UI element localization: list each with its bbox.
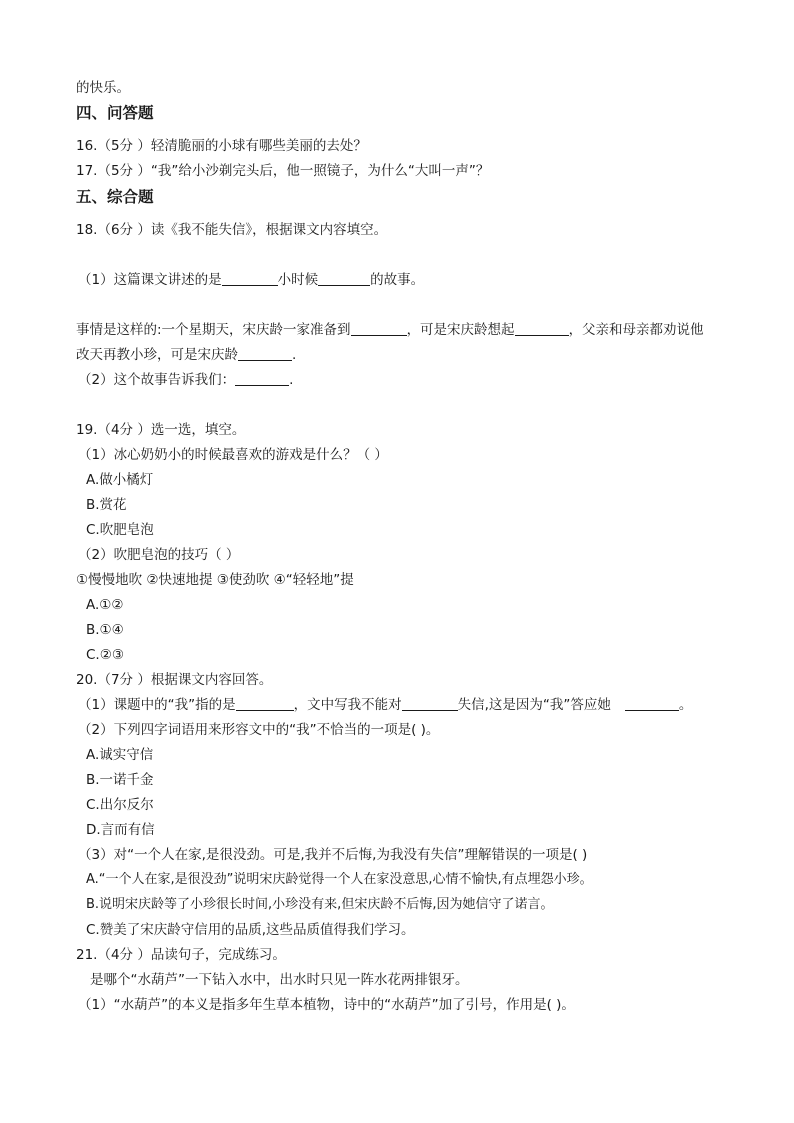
option-a[interactable]: A.做小橘灯 [86,472,154,488]
option-b[interactable]: B.说明宋庆龄等了小珍很长时间,小珍没有来,但宋庆龄不后悔,因为她信守了诺言。 [86,897,554,912]
option-d[interactable]: D.言而有信 [86,822,155,838]
text-segment: ，可是宋庆龄想起 [406,322,515,338]
text-segment: （2）这个故事告诉我们： [78,372,236,388]
question-20-part-2: （2）下列四字词语用来形容文中的“我”不恰当的一项是( )。 [78,722,440,738]
text-segment: ，父亲和母亲都劝说他 [568,322,704,338]
text-segment: 的故事。 [370,272,425,288]
question-20-part-3: （3）对“一个人在家,是很没劲。可是,我并不后悔,为我没有失信”理解错误的一项是( ) [78,847,588,863]
option-c[interactable]: C.②③ [86,647,124,663]
question-17: 17.（5分 ）“我”给小沙剃完头后，他一照镜子，为什么“大叫一声”？ [76,163,490,179]
question-19-part-2: （2）吹肥皂泡的技巧（ ） [78,547,240,563]
section-heading: 四、问答题 [76,104,154,122]
text-segment: 。 [678,697,693,713]
fill-blank[interactable] [351,321,407,336]
question-16: 16.（5分 ）轻清脆丽的小球有哪些美丽的去处？ [76,138,367,154]
question-21-part-1: （1）“水葫芦”的本义是指多年生草本植物，诗中的“水葫芦”加了引号，作用是( )。 [78,997,575,1013]
option-c[interactable]: C.吹肥皂泡 [86,522,154,538]
option-b[interactable]: B.赏花 [86,497,127,513]
quoted-sentence: 是哪个“水葫芦”一下钻入水中，出水时只见一阵水花两排银牙。 [90,972,469,988]
text-segment: 小时候 [277,272,319,288]
fill-blank[interactable] [318,271,370,286]
fill-blank[interactable] [235,371,289,386]
fill-blank[interactable] [402,696,458,711]
option-b[interactable]: B.一诺千金 [86,772,154,788]
question-18-paragraph [76,321,704,339]
option-a[interactable]: A.“一个人在家,是很没劲”说明宋庆龄觉得一个人在家没意思,心情不愉快,有点埋怨小珍。 [86,872,593,887]
text-line: 的快乐。 [76,80,130,96]
question-18-part-1 [78,271,424,289]
text-segment: ，文中写我不能对 [293,697,402,713]
option-c[interactable]: C.出尔反尔 [86,797,154,813]
option-a[interactable]: A.诚实守信 [86,747,154,763]
fill-blank[interactable] [222,271,278,286]
option-b[interactable]: B.①④ [86,622,124,638]
text-segment: . [292,347,297,363]
fill-blank[interactable] [236,696,294,711]
fill-blank[interactable] [238,346,292,361]
question-19: 19.（4分 ）选一选，填空。 [76,422,246,438]
text-segment: 失信,这是因为“我”答应她 [457,697,611,713]
text-segment: （1）这篇课文讲述的是 [78,272,222,288]
question-20: 20.（7分 ）根据课文内容回答。 [76,672,273,688]
fill-blank[interactable] [515,321,569,336]
question-19-part-1: （1）冰心奶奶小的时候最喜欢的游戏是什么？（ ） [78,447,388,463]
question-18-paragraph [76,346,296,364]
text-segment: （1）课题中的“我”指的是 [78,697,236,713]
technique-list: ①慢慢地吹 ②快速地提 ③使劲吹 ④“轻轻地”提 [76,572,354,588]
option-c[interactable]: C.赞美了宋庆龄守信用的品质,这些品质值得我们学习。 [86,922,415,938]
question-18: 18.（6分 ）读《我不能失信》，根据课文内容填空。 [76,222,388,238]
question-18-part-2 [78,371,293,389]
text-segment: 改天再教小珍，可是宋庆龄 [76,347,238,363]
text-segment: . [289,372,294,388]
fill-blank[interactable] [625,696,679,711]
text-segment: 事情是这样的:一个星期天，宋庆龄一家准备到 [76,322,351,338]
question-21: 21.（4分 ）品读句子，完成练习。 [76,947,286,963]
section-heading: 五、综合题 [76,188,154,206]
question-20-part-1 [78,696,692,714]
option-a[interactable]: A.①② [86,597,124,613]
